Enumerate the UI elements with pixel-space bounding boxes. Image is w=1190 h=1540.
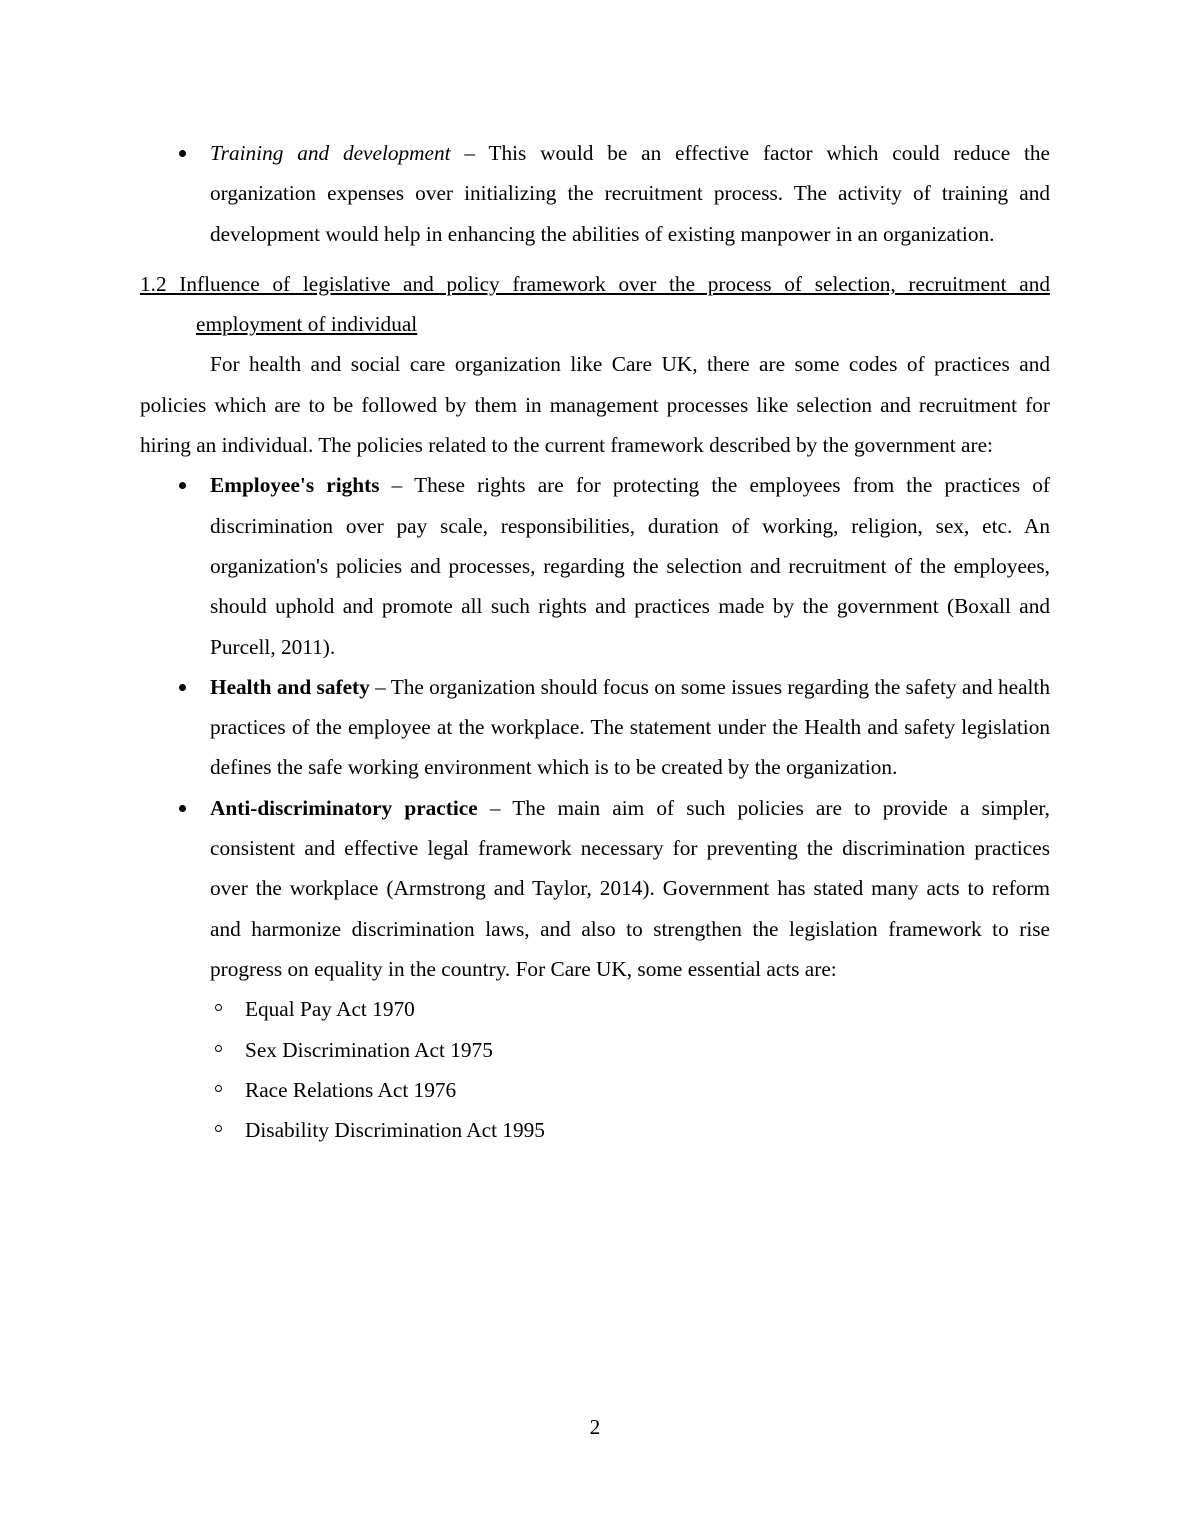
- act-name: Equal Pay Act 1970: [245, 997, 415, 1022]
- act-name: Sex Discrimination Act 1975: [245, 1037, 493, 1062]
- bullet-term: Employee's rights: [210, 473, 380, 498]
- bullet-term: Anti-discriminatory practice: [210, 795, 478, 820]
- bullet-text: – This would be an effective factor which could reduce the organization expenses over initializing the recruitment process. The activity of training and development would help in enhancing the abilities of existing manpower in an organization.: [210, 141, 1050, 246]
- bullet-text: – The main aim of such policies are to provide a simpler, consistent and effective legal framework necessary for preventing the discrimination practices over the workplace (Armstrong and Taylor, 2014). Government has stated many acts to reform and harmonize discrimination laws, and also to strengthen the legislation framework to rise progress on equality in the country. For Care UK, some essential acts are:: [210, 795, 1050, 981]
- bullet-anti-discriminatory: [140, 788, 1050, 989]
- bullet-icon: [175, 133, 189, 173]
- bullet-text: – These rights are for protecting the employees from the practices of discrimination over pay scale, responsibilities, duration of working, religion, sex, etc. An organization's policies and processes, regarding the selection and recruitment of the employees, should uphold and promote all such rights and practices made by the government (Boxall and Purcell, 2011).: [210, 473, 1051, 659]
- bullet-text: – The organization should focus on some issues regarding the safety and health practices of the employee at the workplace. The statement under the Health and safety legislation defines the safe working environment which is to be created by the organization.: [210, 674, 1050, 780]
- bullet-term: Training and development: [210, 141, 451, 165]
- bullet-icon: [175, 465, 189, 505]
- section-heading: 1.2 Influence of legislative and policy framework over the process of selection, recruitment and employment of individual: [140, 271, 1050, 337]
- circle-bullet-icon: [215, 1045, 222, 1052]
- act-list-item: [140, 989, 1050, 1029]
- page-content: [140, 133, 1050, 1150]
- bullet-training-development: [140, 133, 1050, 254]
- bullet-health-safety: [140, 667, 1050, 788]
- bullet-icon: [175, 788, 189, 828]
- bullet-employee-rights: [140, 465, 1050, 666]
- act-name: Disability Discrimination Act 1995: [245, 1118, 545, 1143]
- circle-bullet-icon: [215, 1125, 222, 1132]
- act-list-item: [140, 1030, 1050, 1070]
- circle-bullet-icon: [215, 1004, 222, 1011]
- act-name: Race Relations Act 1976: [245, 1077, 457, 1102]
- bullet-term: Health and safety: [210, 674, 370, 699]
- act-list-item: [140, 1070, 1050, 1110]
- intro-paragraph: For health and social care organization like Care UK, there are some codes of practices and policies which are to be followed by them in management processes like selection and recruitment for hiring an individual. The policies related to the current framework described by the government are:: [140, 352, 1050, 458]
- act-list-item: [140, 1110, 1050, 1150]
- bullet-icon: [175, 667, 189, 707]
- page-number: 2: [589, 1415, 601, 1439]
- circle-bullet-icon: [215, 1085, 222, 1092]
